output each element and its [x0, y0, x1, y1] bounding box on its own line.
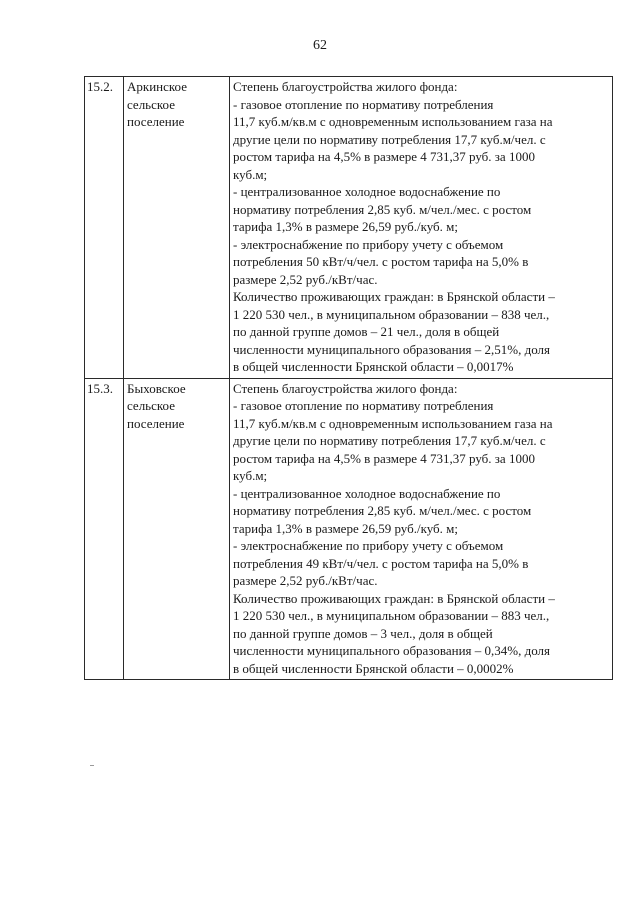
table-row: [85, 77, 613, 379]
name-line: поселение: [127, 415, 185, 431]
scan-mark: [90, 765, 94, 766]
desc-line: в общей численности Брянской области – 0,0017%: [233, 359, 514, 374]
settlement-name: [124, 77, 230, 379]
desc-line: Степень благоустройства жилого фонда:: [233, 79, 458, 94]
housing-description: [230, 77, 613, 379]
desc-line: - централизованное холодное водоснабжение по: [233, 485, 501, 501]
name-line: Быховское: [127, 380, 186, 396]
desc-line: - электроснабжение по прибору учету с объемом: [233, 236, 504, 252]
name-line: сельское: [127, 96, 175, 112]
desc-line: тарифа 1,3% в размере 26,59 руб./куб. м;: [233, 219, 459, 234]
row-number: 15.3.: [85, 378, 124, 680]
name-line: сельское: [127, 398, 175, 413]
row-number: 15.2.: [85, 77, 124, 379]
desc-line: - централизованное холодное водоснабжение по: [233, 184, 501, 199]
desc-line: размере 2,52 руб./кВт/час.: [233, 271, 378, 287]
housing-description: [230, 378, 613, 680]
desc-line: нормативу потребления 2,85 куб. м/чел./мес. с ростом: [233, 201, 532, 217]
desc-line: по данной группе домов – 3 чел., доля в общей: [233, 625, 493, 641]
tariff-table: [84, 76, 613, 680]
name-line: Аркинское: [127, 79, 187, 94]
desc-line: Степень благоустройства жилого фонда:: [233, 380, 458, 396]
desc-line: 11,7 куб.м/кв.м с одновременным использованием газа на: [233, 415, 553, 431]
desc-line: потребления 49 кВт/ч/чел. с ростом тарифа на 5,0% в: [233, 555, 529, 571]
desc-line: размере 2,52 руб./кВт/час.: [233, 573, 378, 588]
desc-line: 11,7 куб.м/кв.м с одновременным использованием газа на: [233, 114, 553, 129]
desc-line: в общей численности Брянской области – 0,0002%: [233, 660, 514, 676]
desc-line: другие цели по нормативу потребления 17,7 куб.м/чел. с: [233, 131, 546, 147]
table-row: [85, 378, 613, 680]
desc-line: нормативу потребления 2,85 куб. м/чел./мес. с ростом: [233, 503, 532, 518]
desc-line: куб.м;: [233, 166, 268, 182]
desc-line: - газовое отопление по нормативу потребления: [233, 398, 494, 413]
desc-line: по данной группе домов – 21 чел., доля в общей: [233, 324, 500, 339]
desc-line: численности муниципального образования – 0,34%, доля: [233, 643, 551, 658]
page-number: 62: [313, 38, 327, 53]
desc-line: - газовое отопление по нормативу потребления: [233, 96, 494, 112]
name-line: поселение: [127, 114, 185, 129]
desc-line: 1 220 530 чел., в муниципальном образовании – 838 чел.,: [233, 306, 550, 322]
desc-line: - электроснабжение по прибору учету с объемом: [233, 538, 504, 553]
desc-line: ростом тарифа на 4,5% в размере 4 731,37 руб. за 1000: [233, 450, 535, 466]
desc-line: ростом тарифа на 4,5% в размере 4 731,37 руб. за 1000: [233, 149, 535, 164]
desc-line: Количество проживающих граждан: в Брянской области –: [233, 289, 555, 304]
desc-line: куб.м;: [233, 468, 268, 483]
desc-line: численности муниципального образования – 2,51%, доля: [233, 341, 551, 357]
desc-line: потребления 50 кВт/ч/чел. с ростом тарифа на 5,0% в: [233, 254, 529, 269]
settlement-name: [124, 378, 230, 680]
desc-line: 1 220 530 чел., в муниципальном образовании – 883 чел.,: [233, 608, 550, 623]
desc-line: Количество проживающих граждан: в Брянской области –: [233, 590, 555, 606]
desc-line: тарифа 1,3% в размере 26,59 руб./куб. м;: [233, 520, 459, 536]
desc-line: другие цели по нормативу потребления 17,7 куб.м/чел. с: [233, 433, 546, 448]
